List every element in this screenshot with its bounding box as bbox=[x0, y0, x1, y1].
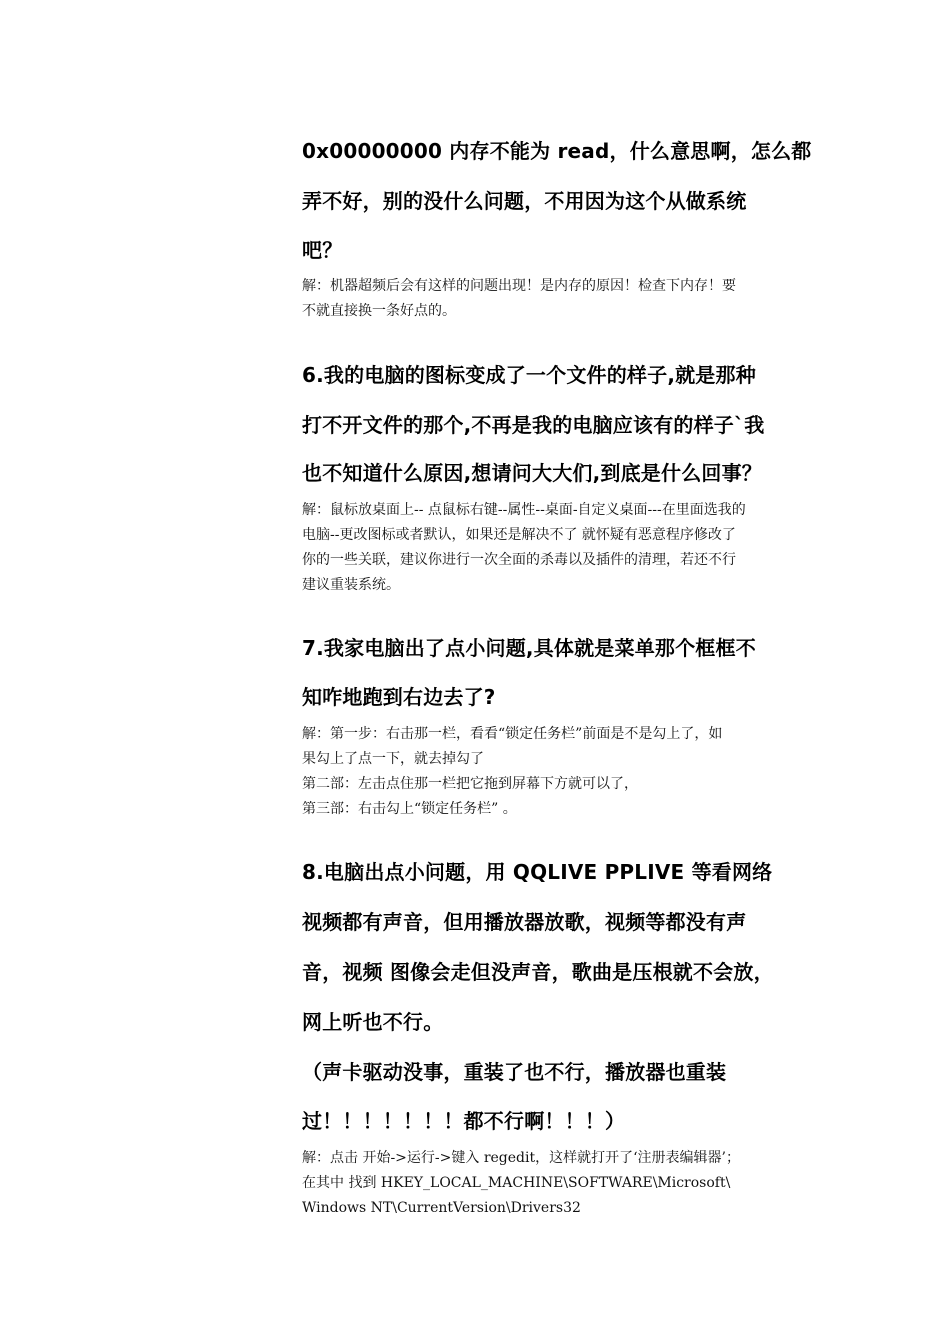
question-line: 视频都有声音，但用播放器放歌，视频等都没有声 bbox=[302, 910, 747, 934]
answer-line: 解：机器超频后会有这样的问题出现！是内存的原因！检查下内存！要 bbox=[302, 278, 736, 294]
answer-line: 不就直接换一条好点的。 bbox=[302, 303, 456, 319]
answer-line: 建议重装系统。 bbox=[302, 577, 400, 593]
answer-line: 解：第一步：右击那一栏，看看“锁定任务栏”前面是不是勾上了，如 bbox=[302, 726, 723, 742]
question-line: （声卡驱动没事，重装了也不行，播放器也重装 bbox=[302, 1060, 727, 1084]
question-line: 8.电脑出点小问题，用 QQLIVE PPLIVE 等看网络 bbox=[302, 860, 773, 884]
question-line: 知咋地跑到右边去了? bbox=[302, 685, 496, 709]
answer-line: 解：鼠标放桌面上-- 点鼠标右键--属性--桌面-自定义桌面---在里面选我的 bbox=[302, 502, 746, 518]
question-line: 音，视频 图像会走但没声音，歌曲是压根就不会放， bbox=[302, 960, 774, 984]
question-line: 6.我的电脑的图标变成了一个文件的样子,就是那种 bbox=[302, 363, 756, 387]
answer-line: 果勾上了点一下，就去掉勾了 bbox=[302, 751, 484, 767]
question-line: 网上听也不行。 bbox=[302, 1010, 444, 1034]
question-line: 7.我家电脑出了点小问题,具体就是菜单那个框框不 bbox=[302, 636, 756, 660]
question-line: 吧？ bbox=[302, 238, 343, 262]
answer-line: 电脑--更改图标或者默认，如果还是解决不了 就怀疑有恶意程序修改了 bbox=[302, 527, 736, 543]
answer-line: 解：点击 开始->运行->键入 regedit，这样就打开了‘注册表编辑器’； bbox=[302, 1150, 741, 1166]
question-line: 0x00000000 内存不能为 read，什么意思啊，怎么都 bbox=[302, 139, 812, 163]
answer-line: 在其中 找到 HKEY_LOCAL_MACHINE\SOFTWARE\Microsoft\ bbox=[302, 1175, 731, 1191]
answer-line: 第三部：右击勾上“锁定任务栏” 。 bbox=[302, 801, 517, 817]
question-line: 打不开文件的那个,不再是我的电脑应该有的样子`我 bbox=[302, 413, 765, 437]
question-line: 过！！！！！！！都不行啊！！！） bbox=[302, 1109, 626, 1133]
question-line: 也不知道什么原因,想请问大大们,到底是什么回事？ bbox=[302, 461, 762, 485]
answer-line: 你的一些关联，建议你进行一次全面的杀毒以及插件的清理，若还不行 bbox=[302, 552, 736, 568]
answer-line: Windows NT\CurrentVersion\Drivers32 bbox=[302, 1200, 581, 1216]
answer-line: 第二部：左击点住那一栏把它拖到屏幕下方就可以了， bbox=[302, 776, 638, 792]
question-line: 弄不好，别的没什么问题，不用因为这个从做系统 bbox=[302, 189, 747, 213]
